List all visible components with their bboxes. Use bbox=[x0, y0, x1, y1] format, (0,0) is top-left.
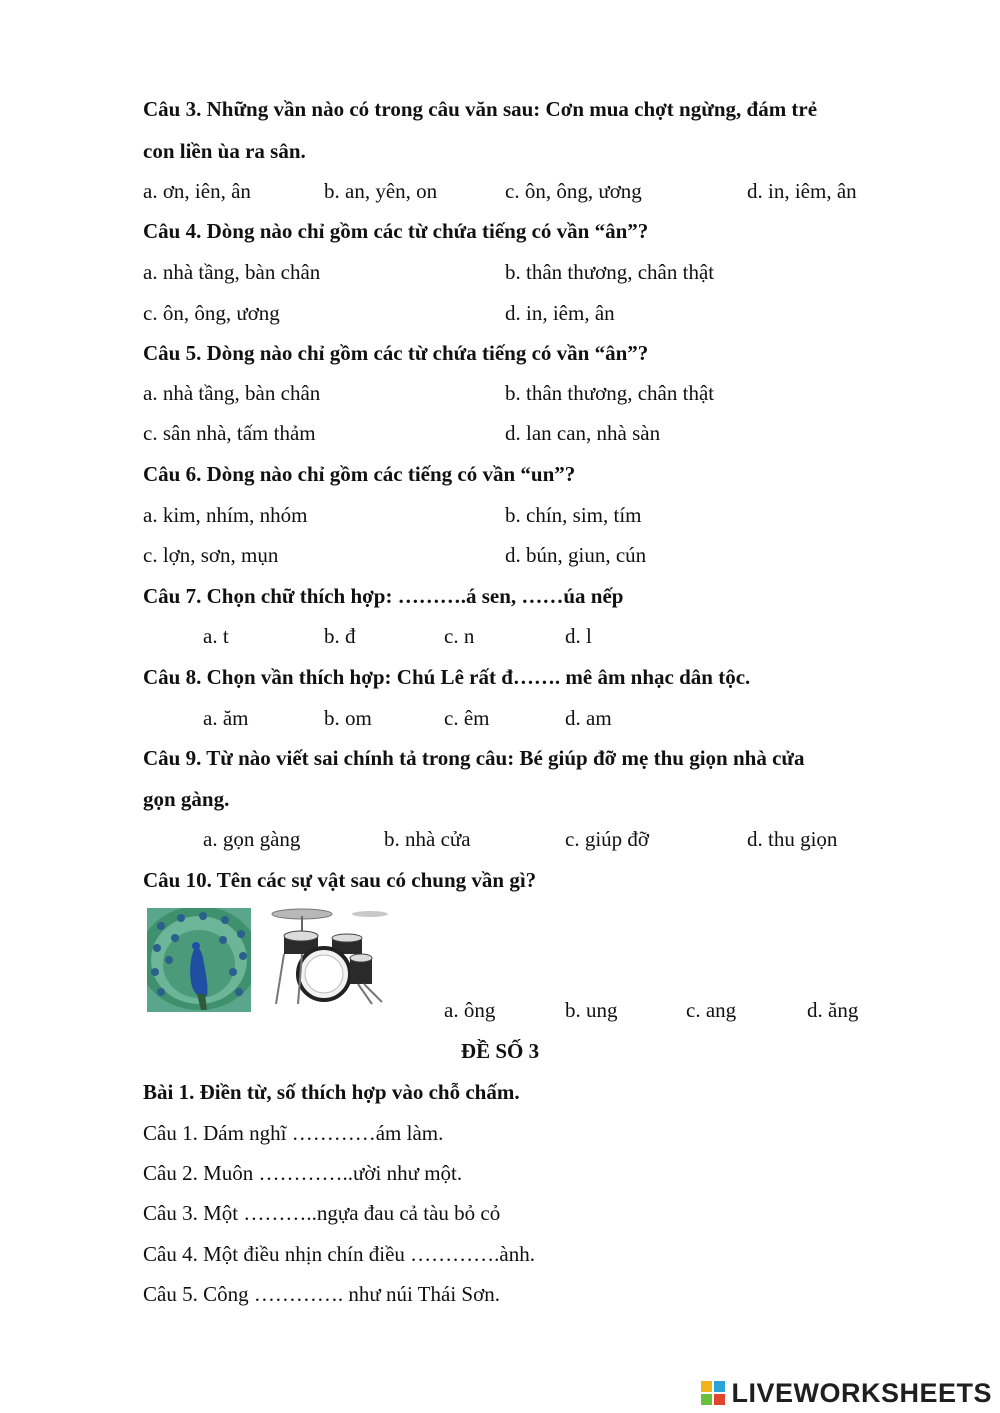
question-4-option-c[interactable]: c. ôn, ông, ương bbox=[143, 301, 280, 325]
question-7-option-d[interactable]: d. l bbox=[565, 624, 592, 648]
fill-item-4[interactable]: Câu 4. Một điều nhịn chín điều ………….ành. bbox=[143, 1242, 535, 1266]
question-3-option-c[interactable]: c. ôn, ông, ương bbox=[505, 179, 642, 203]
question-10-option-a[interactable]: a. ông bbox=[444, 998, 496, 1022]
question-9-stem-line-2: gọn gàng. bbox=[143, 787, 230, 811]
fill-item-2[interactable]: Câu 2. Muôn …………..ười như một. bbox=[143, 1161, 463, 1185]
question-7-option-a[interactable]: a. t bbox=[203, 624, 229, 648]
liveworksheets-logo[interactable] bbox=[701, 1376, 992, 1410]
question-8-option-a[interactable]: a. ăm bbox=[203, 706, 249, 730]
question-3-option-d[interactable]: d. in, iêm, ân bbox=[747, 179, 857, 203]
question-5-option-a[interactable]: a. nhà tầng, bàn chân bbox=[143, 381, 321, 405]
question-5-option-b[interactable]: b. thân thương, chân thật bbox=[505, 381, 715, 405]
peacock-image bbox=[147, 908, 251, 1012]
drum-set-illustration bbox=[262, 906, 390, 1010]
question-10-option-b[interactable]: b. ung bbox=[565, 998, 618, 1022]
question-10-stem: Câu 10. Tên các sự vật sau có chung vần gì? bbox=[143, 868, 537, 892]
question-8-option-b[interactable]: b. om bbox=[324, 706, 372, 730]
question-9-option-d[interactable]: d. thu giọn bbox=[747, 827, 838, 851]
question-6-stem: Câu 6. Dòng nào chỉ gồm các tiếng có vần “un”? bbox=[143, 462, 576, 486]
question-6-option-a[interactable]: a. kim, nhím, nhóm bbox=[143, 503, 308, 527]
question-10-option-d[interactable]: d. ăng bbox=[807, 998, 859, 1022]
question-4-option-a[interactable]: a. nhà tầng, bàn chân bbox=[143, 260, 321, 284]
fill-item-1[interactable]: Câu 1. Dám nghĩ …………ám làm. bbox=[143, 1121, 444, 1145]
question-6-option-b[interactable]: b. chín, sim, tím bbox=[505, 503, 642, 527]
question-7-option-c[interactable]: c. n bbox=[444, 624, 475, 648]
question-5-option-d[interactable]: d. lan can, nhà sàn bbox=[505, 421, 661, 445]
question-4-option-b[interactable]: b. thân thương, chân thật bbox=[505, 260, 715, 284]
question-7-stem: Câu 7. Chọn chữ thích hợp: ……….á sen, ……úa nếp bbox=[143, 584, 624, 608]
question-9-stem-line-1: Câu 9. Từ nào viết sai chính tả trong câu: Bé giúp đỡ mẹ thu giọn nhà cửa bbox=[143, 746, 805, 770]
question-3-stem-line-1: Câu 3. Những vần nào có trong câu văn sau: Cơn mua chợt ngừng, đám trẻ bbox=[143, 97, 818, 121]
question-9-option-a[interactable]: a. gọn gàng bbox=[203, 827, 301, 851]
question-8-option-c[interactable]: c. êm bbox=[444, 706, 490, 730]
liveworksheets-logo-text: LIVEWORKSHEETS bbox=[731, 1377, 992, 1408]
question-10-option-c[interactable]: c. ang bbox=[686, 998, 737, 1022]
question-8-option-d[interactable]: d. am bbox=[565, 706, 612, 730]
fill-item-3[interactable]: Câu 3. Một ………..ngựa đau cả tàu bỏ cỏ bbox=[143, 1201, 501, 1225]
exercise-title: Bài 1. Điền từ, số thích hợp vào chỗ chấm. bbox=[143, 1080, 520, 1104]
section-title: ĐỀ SỐ 3 bbox=[460, 1039, 540, 1063]
drum-set-image bbox=[262, 906, 390, 1010]
question-5-stem: Câu 5. Dòng nào chỉ gồm các từ chứa tiếng có vần “ân”? bbox=[143, 341, 649, 365]
question-3-option-b[interactable]: b. an, yên, on bbox=[324, 179, 438, 203]
fill-item-5[interactable]: Câu 5. Công …………. như núi Thái Sơn. bbox=[143, 1282, 500, 1306]
question-6-option-c[interactable]: c. lợn, sơn, mụn bbox=[143, 543, 279, 567]
question-8-stem: Câu 8. Chọn vần thích hợp: Chú Lê rất đ……. mê âm nhạc dân tộc. bbox=[143, 665, 751, 689]
question-5-option-c[interactable]: c. sân nhà, tấm thảm bbox=[143, 421, 316, 445]
question-4-stem: Câu 4. Dòng nào chỉ gồm các từ chứa tiếng có vần “ân”? bbox=[143, 219, 649, 243]
question-9-option-b[interactable]: b. nhà cửa bbox=[384, 827, 471, 851]
question-3-stem-line-2: con liền ùa ra sân. bbox=[143, 139, 306, 163]
peacock-illustration bbox=[147, 908, 251, 1012]
question-3-option-a[interactable]: a. ơn, iên, ân bbox=[143, 179, 251, 203]
liveworksheets-logo-icon bbox=[701, 1381, 725, 1405]
question-4-option-d[interactable]: d. in, iêm, ân bbox=[505, 301, 615, 325]
question-6-option-d[interactable]: d. bún, giun, cún bbox=[505, 543, 647, 567]
question-7-option-b[interactable]: b. đ bbox=[324, 624, 356, 648]
question-9-option-c[interactable]: c. giúp đỡ bbox=[565, 827, 650, 851]
